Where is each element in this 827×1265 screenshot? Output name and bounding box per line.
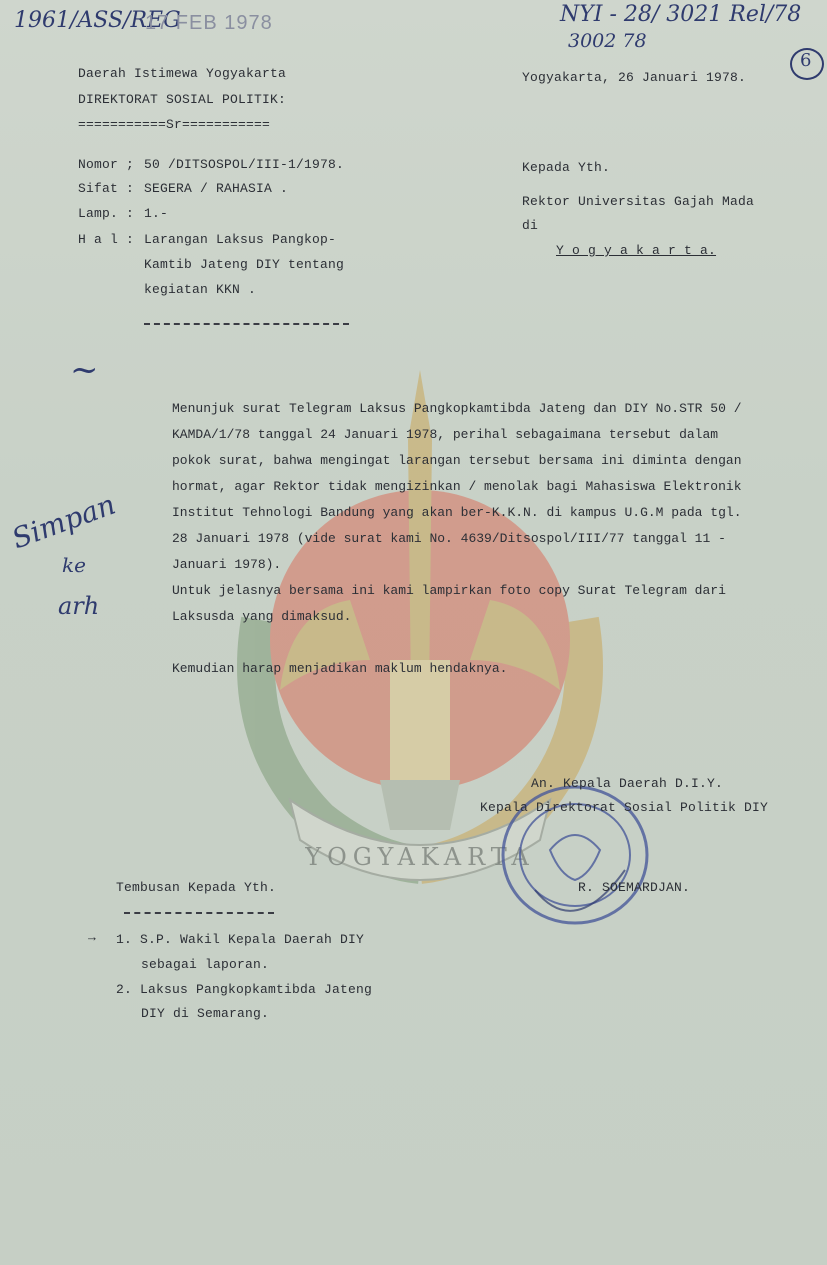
handwritten-reference-top-right: NYI - 28/ 3021 Rel/78 (560, 2, 802, 27)
recipient-greeting: Kepada Yth. (522, 160, 611, 175)
recipient-di: di (522, 218, 539, 233)
cc-item-1-note: sebagai laporan. (141, 957, 270, 972)
body-line: Untuk jelasnya bersama ini kami lampirkan foto copy Surat Telegram dari (172, 583, 726, 598)
margin-note-ke: ke (62, 553, 86, 577)
margin-note-simpan: Simpan (7, 487, 120, 556)
lamp-label: Lamp. : (78, 206, 135, 221)
subject-divider (144, 323, 349, 325)
signature-on-behalf: An. Kepala Daerah D.I.Y. (531, 776, 724, 791)
hal-line-3: kegiatan KKN . (144, 282, 257, 297)
lamp-value: 1.- (144, 206, 169, 221)
body-line: pokok surat, bahwa mengingat larangan tersebut bersama ini diminta dengan (172, 453, 742, 468)
signature-position: Kepala Direktorat Sosial Politik DIY (480, 800, 769, 815)
body-line: Menunjuk surat Telegram Laksus Pangkopkamtibda Jateng dan DIY No.STR 50 / (172, 401, 742, 416)
hal-line-1: Larangan Laksus Pangkop- (144, 232, 337, 247)
page-number: 6 (800, 50, 812, 71)
margin-note-arh: arh (58, 592, 100, 620)
body-line: 28 Januari 1978 (vide surat kami No. 4639/Ditsospol/III/77 tanggal 11 - (172, 531, 726, 546)
body-line (172, 630, 772, 656)
nomor-value: 50 /DITSOSPOL/III-1/1978. (144, 157, 345, 172)
handwritten-reference-top-left: 1961/ASS/REG (14, 8, 181, 33)
body-line: Januari 1978). (172, 557, 282, 572)
body-line: Laksusda yang dimaksud. (172, 609, 352, 624)
cc-item-2-note: DIY di Semarang. (141, 1006, 270, 1021)
margin-initial-mark: ~ (70, 350, 99, 390)
sender-region: Daerah Istimewa Yogyakarta (78, 66, 287, 81)
nomor-label: Nomor ; (78, 157, 135, 172)
cc-title: Tembusan Kepada Yth. (116, 880, 277, 895)
received-date-stamp: 17 FEB 1978 (145, 12, 273, 34)
cc-item-1: 1. S.P. Wakil Kepala Daerah DIY (116, 932, 365, 947)
body-line: KAMDA/1/78 tanggal 24 Januari 1978, perihal sebagaimana tersebut dalam (172, 427, 719, 442)
sifat-value: SEGERA / RAHASIA . (144, 181, 289, 196)
sifat-label: Sifat : (78, 181, 135, 196)
place-date: Yogyakarta, 26 Januari 1978. (522, 70, 747, 85)
body-line: Institut Tehnologi Bandung yang akan ber-K.K.N. di kampus U.G.M pada tgl. (172, 505, 742, 520)
sender-directorate: DIREKTORAT SOSIAL POLITIK: (78, 92, 287, 107)
body-line: hormat, agar Rektor tidak mengizinkan / menolak bagi Mahasiswa Elektronik (172, 479, 742, 494)
sender-divider: ===========Sr=========== (78, 117, 271, 132)
signatory-name: R. SOEMARDJAN. (578, 880, 691, 895)
cc-arrow-mark: → (88, 930, 97, 945)
cc-divider (124, 912, 274, 914)
letter-body (172, 396, 772, 682)
hal-line-2: Kamtib Jateng DIY tentang (144, 257, 345, 272)
emblem-ribbon-text: YOGYAKARTA (305, 843, 535, 871)
recipient-city: Y o g y a k a r t a. (556, 243, 717, 258)
hal-label: H a l : (78, 232, 135, 247)
body-line: Kemudian harap menjadikan maklum hendaknya. (172, 661, 508, 676)
recipient-name: Rektor Universitas Gajah Mada (522, 194, 755, 209)
cc-item-2: 2. Laksus Pangkopkamtibda Jateng (116, 982, 373, 997)
handwritten-reference-sub: 3002 78 (568, 30, 647, 52)
